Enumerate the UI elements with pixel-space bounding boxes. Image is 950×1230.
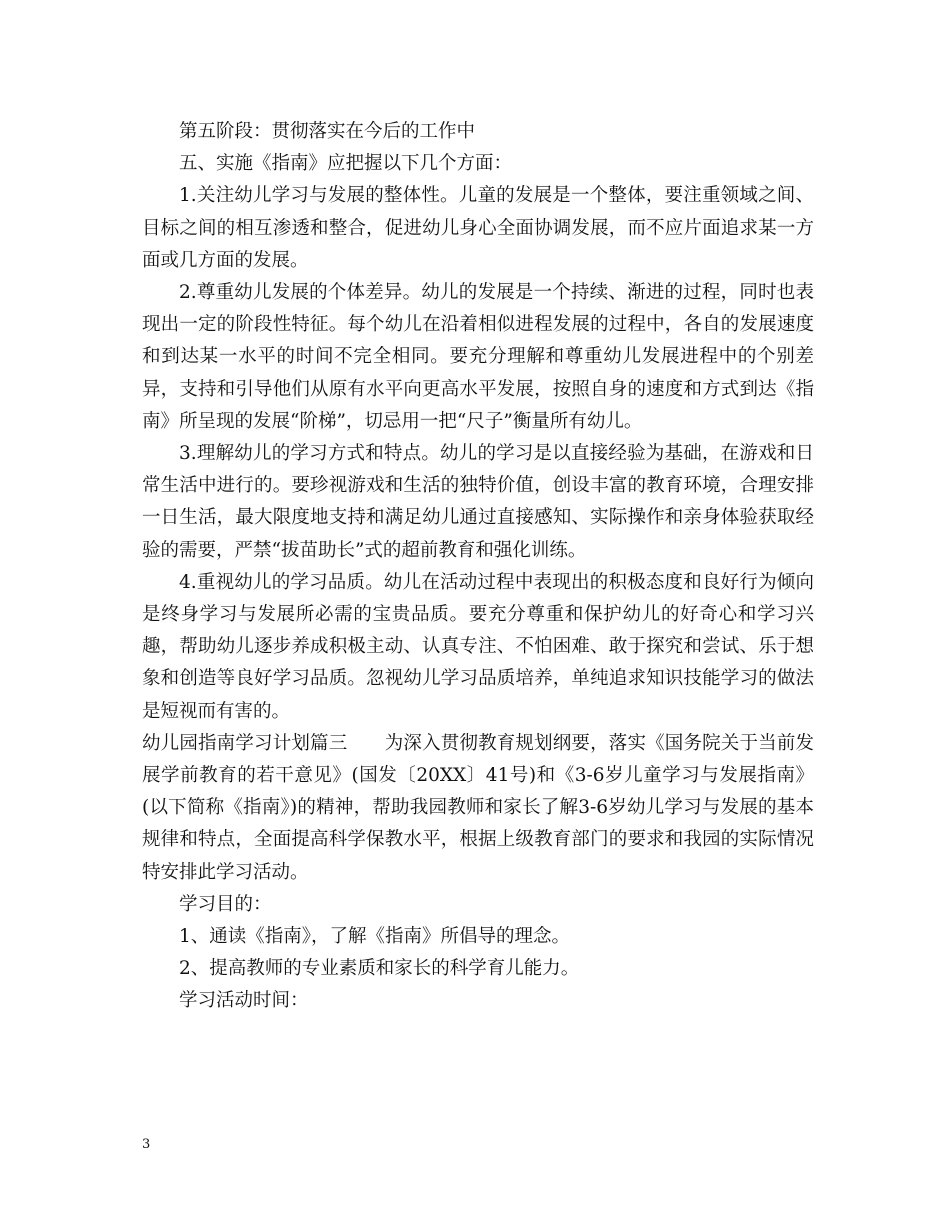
paragraph-item-3: 3.理解幼儿的学习方式和特点。幼儿的学习是以直接经验为基础，在游戏和日常生活中进行的。要珍视游戏和生活的独特价值，创设丰富的教育环境，合理安排一日生活，最大限度地支持和满足幼儿通过直接感知、实际操作和亲身体验获取经验的需要，严禁“拔苗助长”式的超前教育和强化训练。	[142, 443, 814, 561]
study-purpose-item-2: 2、提高教师的专业素质和家长的科学育儿能力。	[179, 958, 580, 980]
paragraph-item-4: 4.重视幼儿的学习品质。幼儿在活动过程中表现出的积极态度和良好行为倾向是终身学习与发展所必需的宝贵品质。要充分尊重和保护幼儿的好奇心和学习兴趣，帮助幼儿逐步养成积极主动、认真专注、不怕困难、敢于探究和尝试、乐于想象和创造等良好学习品质。忽视幼儿学习品质培养，单纯追求知识技能学习的做法是短视而有害的。	[142, 571, 814, 722]
document-body	[142, 116, 814, 1018]
study-purpose-heading: 学习目的：	[179, 893, 272, 915]
plan-part-three-paragraph: 幼儿园指南学习计划篇三 为深入贯彻教育规划纲要，落实《国务院关于当前发展学前教育的若干意见》(国发〔20XX〕41号)和《3-6岁儿童学习与发展指南》(以下简称《指南》)的精神，帮助我园教师和家长了解3-6岁幼儿学习与发展的基本规律和特点，全面提高科学保教水平，根据上级教育部门的要求和我园的实际情况特安排此学习活动。	[142, 732, 814, 883]
section-five-heading: 五、实施《指南》应把握以下几个方面：	[179, 153, 513, 175]
page-number: 3	[142, 1137, 151, 1152]
study-purpose-item-1: 1、通读《指南》，了解《指南》所倡导的理念。	[179, 926, 571, 948]
stage-five-heading: 第五阶段：贯彻落实在今后的工作中	[179, 121, 476, 142]
paragraph-item-1: 1.关注幼儿学习与发展的整体性。儿童的发展是一个整体，要注重领域之间、目标之间的相互渗透和整合，促进幼儿身心全面协调发展，而不应片面追求某一方面或几方面的发展。	[142, 185, 814, 271]
study-time-heading: 学习活动时间：	[179, 990, 309, 1012]
paragraph-item-2: 2.尊重幼儿发展的个体差异。幼儿的发展是一个持续、渐进的过程，同时也表现出一定的阶段性特征。每个幼儿在沿着相似进程发展的过程中，各自的发展速度和到达某一水平的时间不完全相同。要充分理解和尊重幼儿发展进程中的个别差异，支持和引导他们从原有水平向更高水平发展，按照自身的速度和方式到达《指南》所呈现的发展“阶梯”，切忌用一把“尺子”衡量所有幼儿。	[142, 282, 814, 432]
